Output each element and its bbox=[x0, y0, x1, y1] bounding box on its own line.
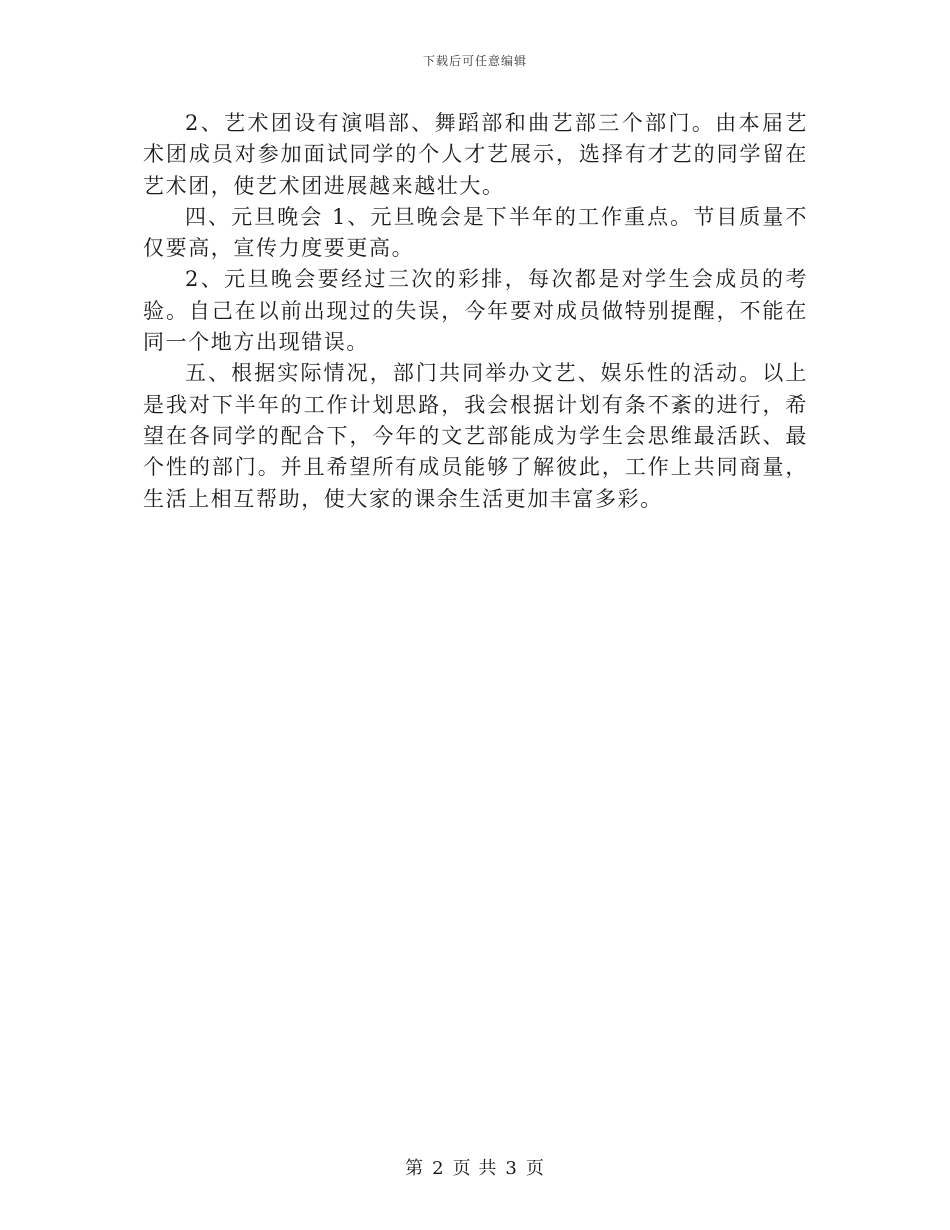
total-pages-number: 3 bbox=[505, 1158, 518, 1179]
document-body bbox=[143, 108, 808, 515]
paragraph-activities-summary: 五、根据实际情况，部门共同举办文艺、娱乐性的活动。以上是我对下半年的工作计划思路，我会根据计划有条不紊的进行，希望在各同学的配合下，今年的文艺部能成为学生会思维最活跃、最个性的部门。并且希望所有成员能够了解彼此，工作上共同商量，生活上相互帮助，使大家的课余生活更加丰富多彩。 bbox=[143, 361, 808, 511]
footer-suffix: 页 bbox=[525, 1158, 545, 1179]
footer-middle: 页 共 bbox=[452, 1158, 498, 1179]
footer-prefix: 第 bbox=[405, 1158, 425, 1179]
paragraph-rehearsals: 2、元旦晚会要经过三次的彩排，每次都是对学生会成员的考验。自己在以前出现过的失误，今年要对成员做特别提醒，不能在同一个地方出现错误。 bbox=[143, 267, 808, 355]
paragraph-art-troupe-departments: 2、艺术团设有演唱部、舞蹈部和曲艺部三个部门。由本届艺术团成员对参加面试同学的个人才艺展示，选择有才艺的同学留在艺术团，使艺术团进展越来越壮大。 bbox=[143, 111, 808, 198]
page-number-footer bbox=[0, 1154, 950, 1180]
paragraph-new-year-gala: 四、元旦晚会 1、元旦晚会是下半年的工作重点。节目质量不仅要高，宣传力度要更高。 bbox=[143, 204, 808, 261]
current-page-number: 2 bbox=[432, 1158, 445, 1179]
page-header: 下载后可任意编辑 bbox=[422, 54, 527, 68]
